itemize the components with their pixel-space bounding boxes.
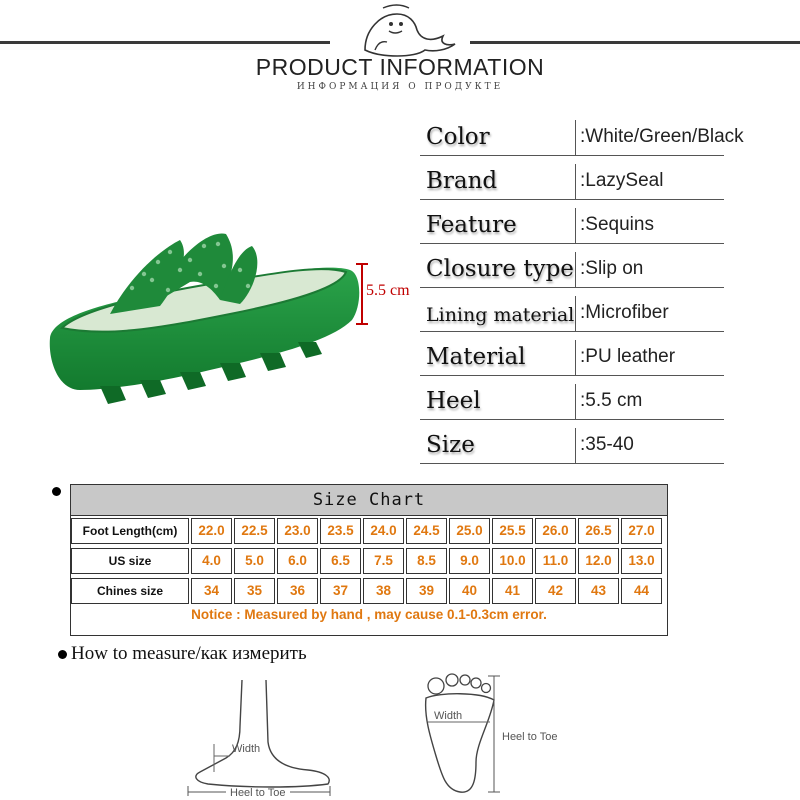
spec-divider [575, 296, 576, 332]
size-chart-cell: 6.5 [320, 548, 361, 574]
top-width-label: Width [434, 710, 463, 722]
how-to-measure-text: How to measure/как измерить [71, 643, 307, 664]
size-chart-cell: 24.5 [406, 518, 447, 544]
size-chart-row [71, 546, 667, 576]
size-chart-row [71, 576, 667, 606]
spec-divider [575, 120, 576, 156]
size-chart-cell: 26.0 [535, 518, 576, 544]
size-chart-cell: 37 [320, 578, 361, 604]
top-heel-to-toe-label: Heel to Toe [502, 731, 558, 743]
spec-value: :Slip on [580, 258, 644, 279]
size-chart-cell: 6.0 [277, 548, 318, 574]
header-rule-left [0, 41, 330, 44]
size-chart-cell: 23.0 [277, 518, 318, 544]
size-chart-cell: 38 [363, 578, 404, 604]
spec-label: Feature [426, 212, 517, 238]
spec-label: Color [426, 124, 490, 150]
size-chart-cell: 27.0 [621, 518, 662, 544]
spec-value: :Sequins [580, 214, 654, 235]
page-title: PRODUCT INFORMATION [255, 54, 545, 80]
size-chart-cell: 10.0 [492, 548, 533, 574]
size-chart-cell: 8.5 [406, 548, 447, 574]
size-chart-cell: 25.0 [449, 518, 490, 544]
spec-rule [420, 463, 724, 464]
foot-side-diagram [178, 672, 363, 797]
spec-value: :Microfiber [580, 302, 669, 323]
spec-label: Lining material [426, 304, 575, 326]
spec-value: :5.5 cm [580, 390, 643, 411]
size-chart-cell: 39 [406, 578, 447, 604]
size-chart [70, 484, 668, 636]
spec-divider [575, 428, 576, 464]
spec-value: :White/Green/Black [580, 126, 744, 147]
how-to-measure-heading [58, 643, 307, 665]
size-chart-row-header: Foot Length(cm) [71, 518, 189, 544]
size-chart-cell: 43 [578, 578, 619, 604]
spec-divider [575, 164, 576, 200]
size-chart-cell: 13.0 [621, 548, 662, 574]
size-chart-cell: 36 [277, 578, 318, 604]
foot-top-diagram [410, 666, 580, 798]
side-heel-to-toe-label: Heel to Toe [230, 787, 286, 797]
size-chart-cell: 41 [492, 578, 533, 604]
bullet-icon [52, 487, 61, 496]
size-chart-cell: 11.0 [535, 548, 576, 574]
spec-label: Size [426, 432, 475, 458]
spec-value: :PU leather [580, 346, 676, 367]
size-chart-cell: 5.0 [234, 548, 275, 574]
spec-row-color [420, 112, 744, 156]
header-rule-right [470, 41, 800, 44]
side-width-label: Width [232, 743, 261, 755]
size-chart-cell: 4.0 [191, 548, 232, 574]
size-chart-cell: 40 [449, 578, 490, 604]
spec-label: Heel [426, 388, 481, 414]
bullet-icon [58, 650, 67, 659]
heel-height-label: 5.5 cm [366, 282, 410, 299]
size-chart-cell: 9.0 [449, 548, 490, 574]
size-chart-cell: 44 [621, 578, 662, 604]
seal-logo-icon [335, 0, 465, 62]
size-chart-row [71, 516, 667, 546]
spec-row-heel [420, 376, 724, 420]
size-chart-cell: 22.0 [191, 518, 232, 544]
size-chart-cell: 12.0 [578, 548, 619, 574]
page-subtitle: ИНФОРМАЦИЯ О ПРОДУКТЕ [296, 82, 504, 92]
spec-label: Closure type [426, 256, 574, 282]
spec-row-brand [420, 156, 724, 200]
spec-row-feature [420, 200, 724, 244]
size-chart-cell: 7.5 [363, 548, 404, 574]
size-chart-cell: 24.0 [363, 518, 404, 544]
size-chart-cell: 42 [535, 578, 576, 604]
spec-value: :LazySeal [580, 170, 664, 191]
spec-row-size [420, 420, 724, 464]
spec-divider [575, 384, 576, 420]
spec-value: :35-40 [580, 434, 634, 455]
size-chart-row-header: US size [71, 548, 189, 574]
size-chart-cell: 34 [191, 578, 232, 604]
size-chart-row-header: Chines size [71, 578, 189, 604]
spec-divider [575, 252, 576, 288]
spec-row-material [420, 332, 724, 376]
spec-divider [575, 208, 576, 244]
spec-row-lining-material [420, 288, 724, 332]
size-chart-cell: 22.5 [234, 518, 275, 544]
size-chart-notice: Notice : Measured by hand , may cause 0.1-0.3cm error. [191, 607, 547, 622]
spec-divider [575, 340, 576, 376]
spec-label: Brand [426, 168, 498, 194]
spec-row-closure-type [420, 244, 724, 288]
size-chart-cell: 35 [234, 578, 275, 604]
sandal-image [40, 210, 370, 410]
spec-label: Material [426, 344, 526, 370]
size-chart-title: Size Chart [71, 485, 667, 516]
size-chart-cell: 25.5 [492, 518, 533, 544]
size-chart-cell: 26.5 [578, 518, 619, 544]
size-chart-cell: 23.5 [320, 518, 361, 544]
